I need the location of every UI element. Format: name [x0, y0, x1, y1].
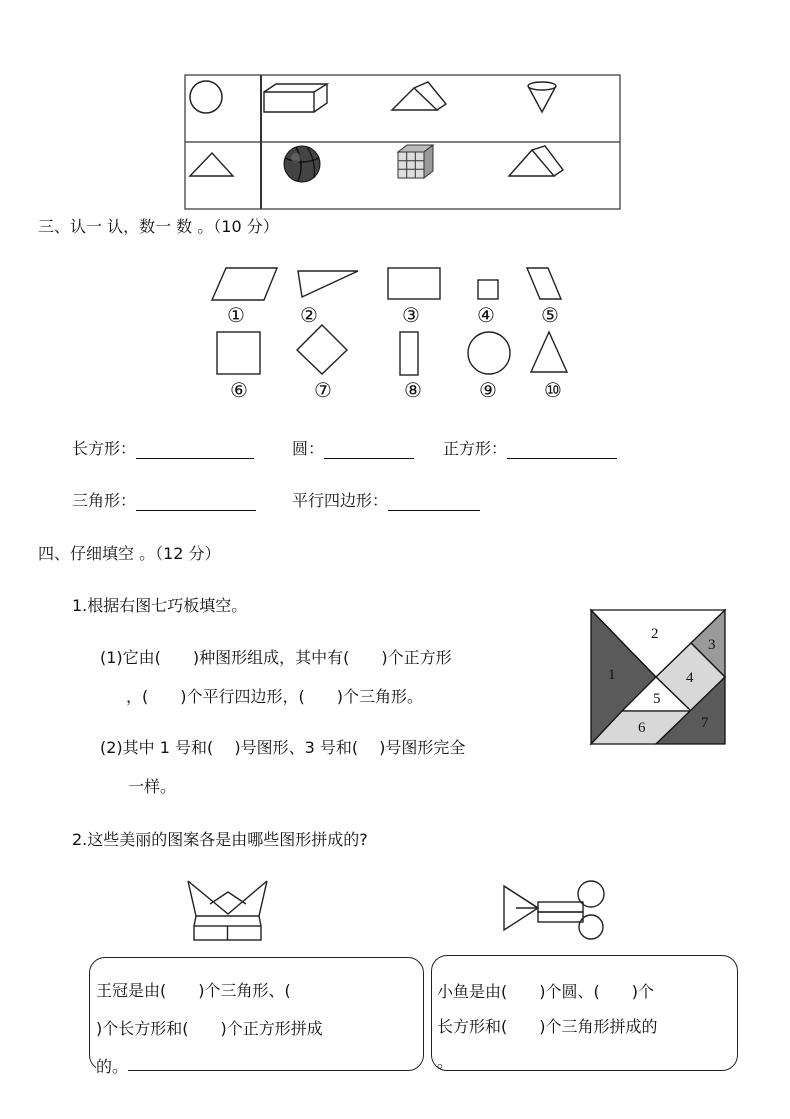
tangram-label-7: 7: [701, 715, 709, 731]
shape-number-1: ①: [227, 303, 245, 327]
circle-icon: [190, 81, 222, 113]
parallelogram-label: 平行四边形：: [292, 491, 389, 510]
small-square-shape: [478, 280, 498, 299]
tall-rectangle-shape: [400, 332, 418, 375]
parallelogram-answer-row: [292, 488, 480, 511]
square-shape: [217, 332, 260, 374]
shape-number-10: ⑩: [544, 378, 562, 402]
cone-icon: [528, 82, 556, 112]
square-blank[interactable]: [507, 440, 617, 459]
section4-heading: 四、仔细填空 。（12 分）: [38, 544, 221, 563]
shape-number-4: ④: [477, 303, 495, 327]
crown-answer-box: [89, 957, 424, 1071]
obtuse-triangle-shape: [298, 271, 358, 297]
parallelogram-shape: [212, 268, 277, 300]
triangle-label: 三角形：: [72, 491, 137, 510]
tangram-label-6: 6: [638, 720, 646, 736]
tangram-label-1: 1: [608, 667, 616, 683]
q1-part1-line2: ，( )个平行四边形，( )个三角形。: [126, 687, 423, 706]
parallelogram-blank[interactable]: [388, 492, 480, 511]
shape-number-5: ⑤: [541, 303, 559, 327]
crown-figure: [180, 876, 275, 946]
solids-table: [0, 0, 790, 215]
fish-line3: 。: [437, 1052, 454, 1071]
diamond-shape: [297, 325, 347, 374]
rubiks-cube-icon: [398, 145, 433, 178]
tangram-figure: [588, 607, 728, 747]
shape-number-9: ⑨: [479, 378, 497, 402]
tangram-label-3: 3: [708, 637, 716, 653]
shape-number-8: ⑧: [404, 378, 422, 402]
section3-heading: 三、认一 认，数一 数 。（10 分）: [38, 217, 279, 236]
narrow-parallelogram-shape: [527, 268, 561, 299]
shape-number-6: ⑥: [230, 378, 248, 402]
triangle-blank[interactable]: [136, 492, 256, 511]
fish-line2: 长方形和( )个三角形拼成的: [437, 1017, 658, 1036]
q2-title: 2.这些美丽的图案各是由哪些图形拼成的?: [72, 830, 368, 849]
q1-part2-line2: 一样。: [128, 777, 177, 796]
shape-number-2: ②: [300, 303, 318, 327]
tangram-label-5: 5: [653, 691, 661, 707]
tangram-label-4: 4: [686, 670, 694, 686]
triangle-shape: [531, 332, 567, 372]
triangle-icon: [190, 153, 233, 176]
triangle-answer-row: [72, 488, 256, 511]
basketball-icon: [284, 146, 320, 182]
square-label: 正方形：: [443, 439, 508, 458]
triangular-prism-icon: [509, 146, 563, 176]
q1-part1-line1: (1)它由( )种图形组成，其中有( )个正方形: [100, 648, 452, 667]
rectangle-answer-row: [72, 436, 254, 459]
crown-line3: 的。: [96, 1054, 128, 1077]
q1-part2-line1: (2)其中 1 号和( )号图形、3 号和( )号图形完全: [100, 738, 466, 757]
rectangle-blank[interactable]: [136, 440, 254, 459]
cuboid-icon: [264, 84, 327, 112]
circle-label: 圆：: [292, 439, 325, 458]
triangular-prism-icon: [392, 82, 446, 110]
q1-title: 1.根据右图七巧板填空。: [72, 596, 248, 615]
shape-number-3: ③: [402, 303, 420, 327]
circle-blank[interactable]: [324, 440, 414, 459]
square-answer-row: [443, 436, 617, 459]
fish-figure: [498, 878, 613, 943]
circle-shape: [468, 332, 510, 374]
crown-line1: 王冠是由( )个三角形、(: [96, 981, 323, 1000]
rectangle-label: 长方形：: [72, 439, 137, 458]
crown-line2: )个长方形和( )个正方形拼成: [96, 1019, 323, 1038]
rectangle-shape: [388, 268, 440, 299]
fish-answer-box: [431, 955, 738, 1071]
fish-line1: 小鱼是由( )个圆、( )个: [437, 982, 654, 1001]
tangram-label-2: 2: [651, 626, 659, 642]
circle-answer-row: [292, 436, 414, 459]
shape-number-7: ⑦: [314, 378, 332, 402]
